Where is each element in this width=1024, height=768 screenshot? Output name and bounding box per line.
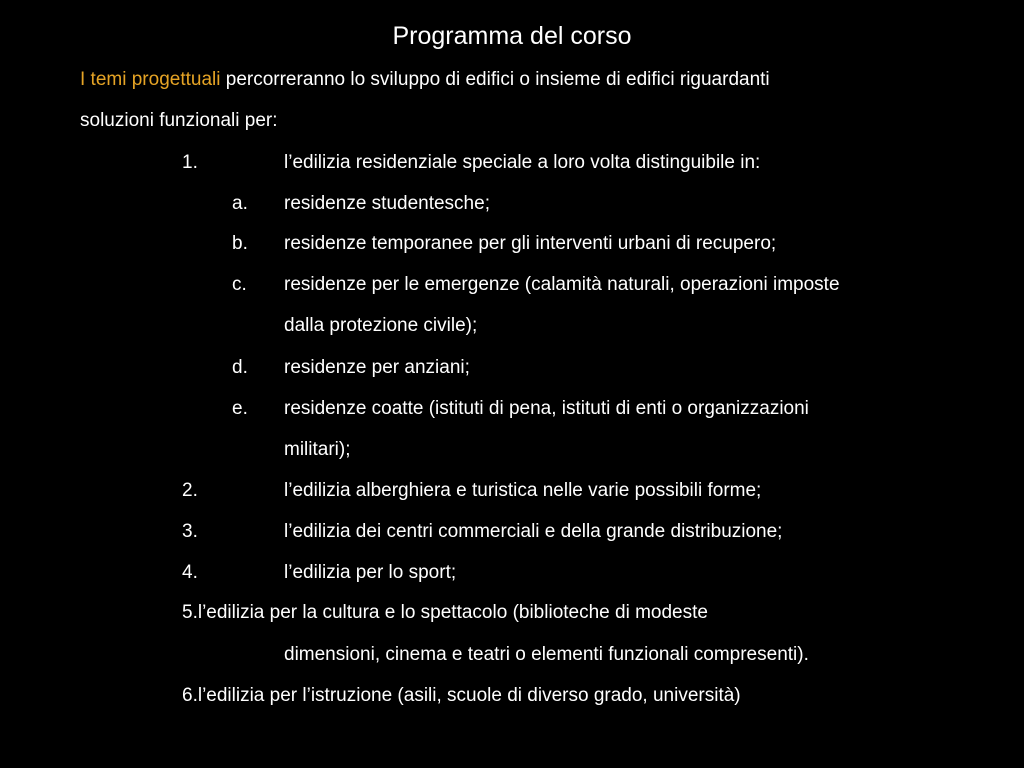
list-marker: b. xyxy=(232,233,248,254)
list-marker: 4. xyxy=(182,562,198,583)
list-item-text: l’edilizia residenziale speciale a loro volta distinguibile in: xyxy=(284,152,761,173)
list-item-text: l’edilizia per lo sport; xyxy=(284,562,457,583)
list-item-text: residenze per le emergenze (calamità naturali, operazioni imposte xyxy=(284,274,840,295)
list-item-text: residenze temporanee per gli interventi urbani di recupero; xyxy=(284,233,777,254)
list-item-text: l’edilizia dei centri commerciali e della grande distribuzione; xyxy=(284,521,783,542)
intro-text: percorreranno lo sviluppo di edifici o insieme di edifici riguardanti xyxy=(220,69,770,90)
list-item-text: residenze per anziani; xyxy=(284,357,470,378)
list-item-text: 6.l’edilizia per l’istruzione (asili, scuole di diverso grado, università) xyxy=(182,685,741,706)
slide-title: Programma del corso xyxy=(392,22,632,50)
list-item-text: residenze coatte (istituti di pena, istituti di enti o organizzazioni xyxy=(284,398,809,419)
list-item-text: 5.l’edilizia per la cultura e lo spettacolo (biblioteche di modeste xyxy=(182,602,708,623)
list-marker: d. xyxy=(232,357,248,378)
list-marker: a. xyxy=(232,193,248,214)
list-marker: 2. xyxy=(182,480,198,501)
list-marker: e. xyxy=(232,398,248,419)
list-marker: c. xyxy=(232,274,247,295)
list-item-continuation: dimensioni, cinema e teatri o elementi funzionali compresenti). xyxy=(284,644,809,665)
list-item-text: residenze studentesche; xyxy=(284,193,490,214)
intro-highlight: I temi progettuali xyxy=(80,69,221,90)
intro-line-2: soluzioni funzionali per: xyxy=(80,110,278,131)
list-item-continuation: militari); xyxy=(284,439,351,460)
intro-line-1 xyxy=(80,68,770,92)
list-marker: 1. xyxy=(182,152,198,173)
list-item-continuation: dalla protezione civile); xyxy=(284,315,478,336)
list-item-text: l’edilizia alberghiera e turistica nelle varie possibili forme; xyxy=(284,480,762,501)
list-marker: 3. xyxy=(182,521,198,542)
